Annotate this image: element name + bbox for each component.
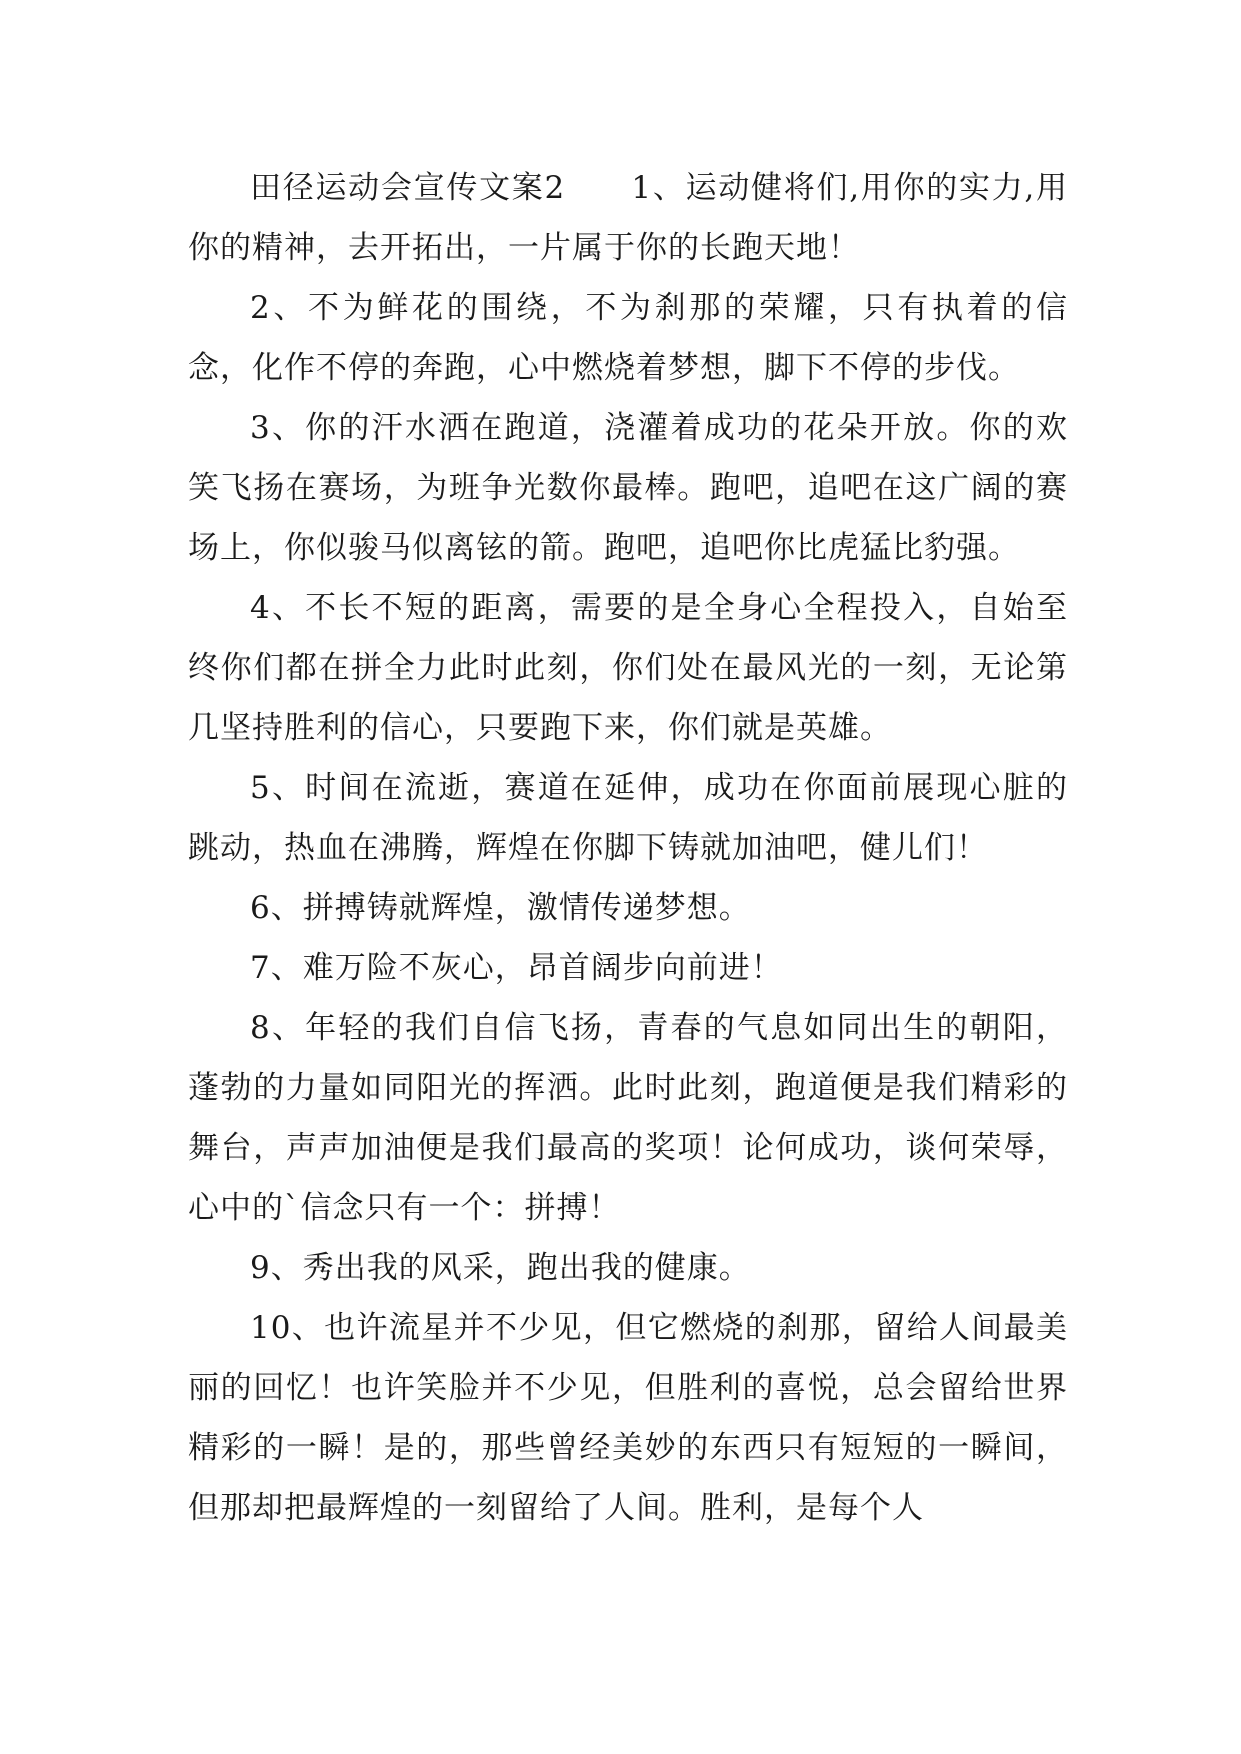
paragraph-10: 10、也许流星并不少见，但它燃烧的刹那，留给人间最美丽的回忆！也许笑脸并不少见，但胜利的喜悦，总会留给世界精彩的一瞬！是的，那些曾经美妙的东西只有短短的一瞬间，但那却把最辉煌的一刻留给了人间。胜利，是每个人 bbox=[188, 1310, 1068, 1526]
paragraph-4: 4、不长不短的距离，需要的是全身心全程投入，自始至终你们都在拼全力此时此刻，你们处在最风光的一刻，无论第几坚持胜利的信心，只要跑下来，你们就是英雄。 bbox=[188, 590, 1068, 746]
paragraph-6: 6、拼搏铸就辉煌，激情传递梦想。 bbox=[250, 890, 751, 926]
paragraph-9: 9、秀出我的风采，跑出我的健康。 bbox=[250, 1250, 751, 1286]
paragraph-3: 3、你的汗水洒在跑道，浇灌着成功的花朵开放。你的欢笑飞扬在赛场，为班争光数你最棒。跑吧，追吧在这广阔的赛场上，你似骏马似离铉的箭。跑吧，追吧你比虎猛比豹强。 bbox=[188, 410, 1068, 566]
paragraph-1: 田径运动会宣传文案2 1、运动健将们,用你的实力,用你的精神，去开拓出，一片属于你的长跑天地！ bbox=[188, 170, 1068, 266]
paragraph-7: 7、难万险不灰心，昂首阔步向前进！ bbox=[250, 950, 783, 986]
document-body bbox=[188, 158, 1068, 1538]
paragraph-5: 5、时间在流逝，赛道在延伸，成功在你面前展现心脏的跳动，热血在沸腾，辉煌在你脚下铸就加油吧，健儿们！ bbox=[188, 770, 1068, 866]
paragraph-2: 2、不为鲜花的围绕，不为刹那的荣耀，只有执着的信念，化作不停的奔跑，心中燃烧着梦想，脚下不停的步伐。 bbox=[188, 290, 1068, 386]
paragraph-8: 8、年轻的我们自信飞扬，青春的气息如同出生的朝阳，蓬勃的力量如同阳光的挥洒。此时此刻，跑道便是我们精彩的舞台，声声加油便是我们最高的奖项！论何成功，谈何荣辱，心中的`信念只有一个：拼搏！ bbox=[188, 1010, 1068, 1226]
